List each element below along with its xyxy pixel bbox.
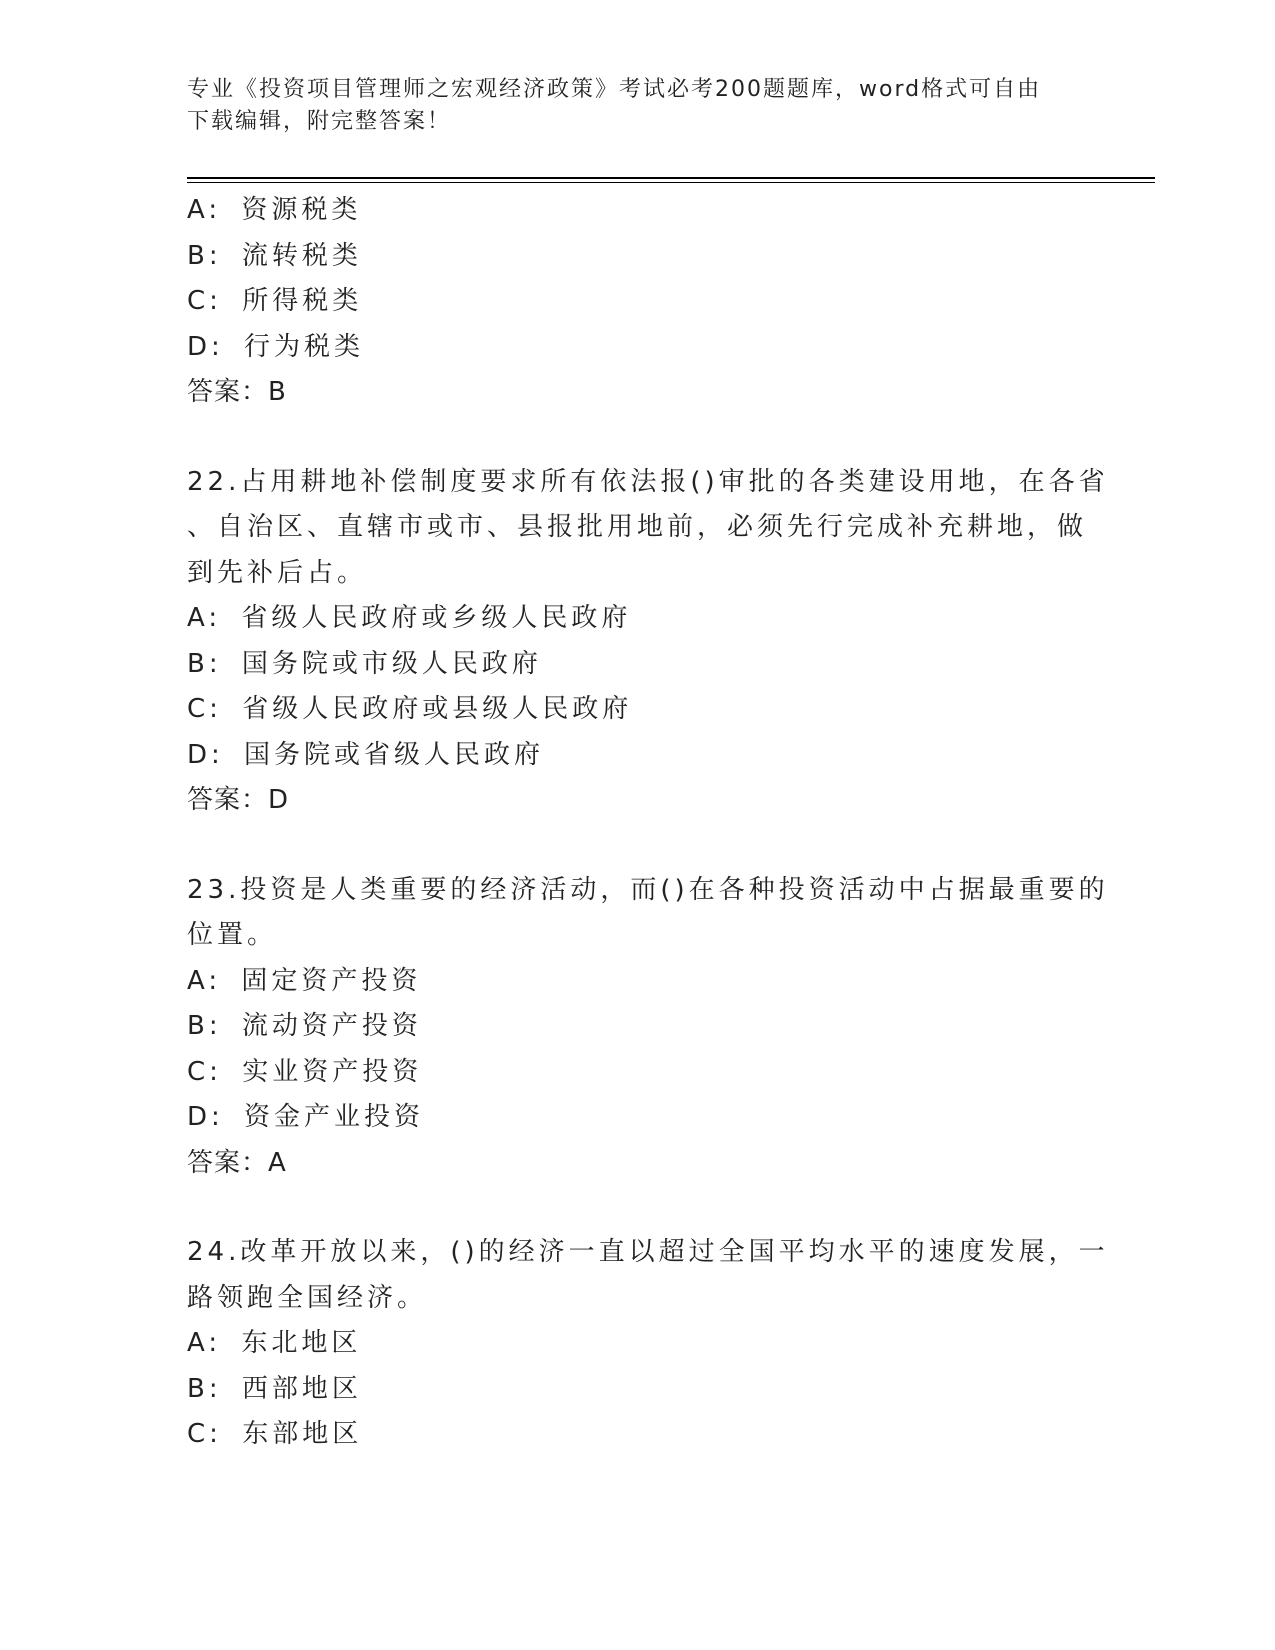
question-text-line: 到先补后占。 [187, 557, 368, 588]
option-d [187, 733, 1077, 779]
option-letter: C: [187, 1419, 222, 1449]
option-letter: D: [187, 331, 224, 362]
option-text: 省级人民政府或县级人民政府 [242, 694, 633, 724]
option-letter: A: [187, 603, 222, 633]
option-letter: B: [187, 648, 222, 679]
option-c [187, 1412, 1077, 1458]
question-21 [187, 188, 1077, 416]
option-b [187, 234, 1077, 280]
option-text: 行为税类 [244, 331, 365, 362]
question-text-line: 路领跑全国经济。 [187, 1282, 428, 1313]
header-line-2: 下载编辑，附完整答案！ [187, 109, 452, 134]
header-line-1: 专业《投资项目管理师之宏观经济政策》考试必考200题题库，word格式可自由 [187, 77, 1042, 102]
option-letter: A: [187, 195, 222, 225]
option-c [187, 687, 1077, 733]
question-text-line: 24.改革开放以来，()的经济一直以超过全国平均水平的速度发展，一 [187, 1237, 1109, 1267]
spacer [187, 824, 1077, 868]
option-text: 流动资产投资 [241, 1011, 422, 1041]
document-header [187, 74, 1067, 138]
header-divider-thin [187, 182, 1155, 183]
question-text-line: 位置。 [187, 920, 278, 950]
option-a [187, 188, 1077, 234]
answer-line: 答案：D [187, 785, 290, 815]
answer-line: 答案：A [187, 1147, 287, 1178]
option-letter: A: [187, 1328, 222, 1358]
option-text: 流转税类 [241, 240, 362, 271]
option-text: 资源税类 [241, 195, 362, 225]
answer-line: 答案：B [187, 377, 287, 407]
option-text: 实业资产投资 [242, 1056, 423, 1087]
option-letter: B: [187, 1011, 222, 1041]
question-22 [187, 460, 1109, 824]
option-letter: B: [187, 240, 222, 271]
option-text: 东北地区 [241, 1328, 362, 1358]
question-text-line: 22.占用耕地补偿制度要求所有依法报()审批的各类建设用地，在各省 [187, 466, 1109, 497]
header-divider-thick [187, 177, 1155, 179]
option-d [187, 1095, 1077, 1141]
option-letter: C: [187, 1056, 222, 1087]
option-letter: C: [187, 286, 222, 316]
question-text-line: 、自治区、直辖市或市、县报批用地前，必须先行完成补充耕地，做 [187, 512, 1088, 542]
option-text: 西部地区 [241, 1373, 362, 1404]
option-letter: A: [187, 965, 222, 996]
question-list [187, 188, 1109, 1458]
option-d [187, 325, 1077, 371]
spacer [187, 1186, 1077, 1230]
option-letter: D: [187, 1102, 224, 1132]
option-c [187, 279, 1077, 325]
option-text: 国务院或市级人民政府 [241, 648, 542, 679]
option-a [187, 1321, 1077, 1367]
option-text: 资金产业投资 [244, 1102, 425, 1132]
question-text-line: 23.投资是人类重要的经济活动，而()在各种投资活动中占据最重要的 [187, 874, 1109, 905]
option-text: 固定资产投资 [241, 965, 422, 996]
option-b [187, 642, 1077, 688]
option-a [187, 959, 1077, 1005]
option-b [187, 1367, 1077, 1413]
question-24 [187, 1230, 1109, 1458]
option-c [187, 1050, 1077, 1096]
spacer [187, 416, 1077, 460]
option-letter: C: [187, 694, 222, 724]
option-b [187, 1004, 1077, 1050]
option-letter: D: [187, 739, 224, 770]
question-23 [187, 868, 1109, 1187]
option-text: 国务院或省级人民政府 [244, 739, 545, 770]
option-text: 所得税类 [242, 286, 363, 316]
option-letter: B: [187, 1373, 222, 1404]
option-text: 省级人民政府或乡级人民政府 [241, 603, 632, 633]
option-text: 东部地区 [242, 1419, 363, 1449]
option-a [187, 596, 1077, 642]
